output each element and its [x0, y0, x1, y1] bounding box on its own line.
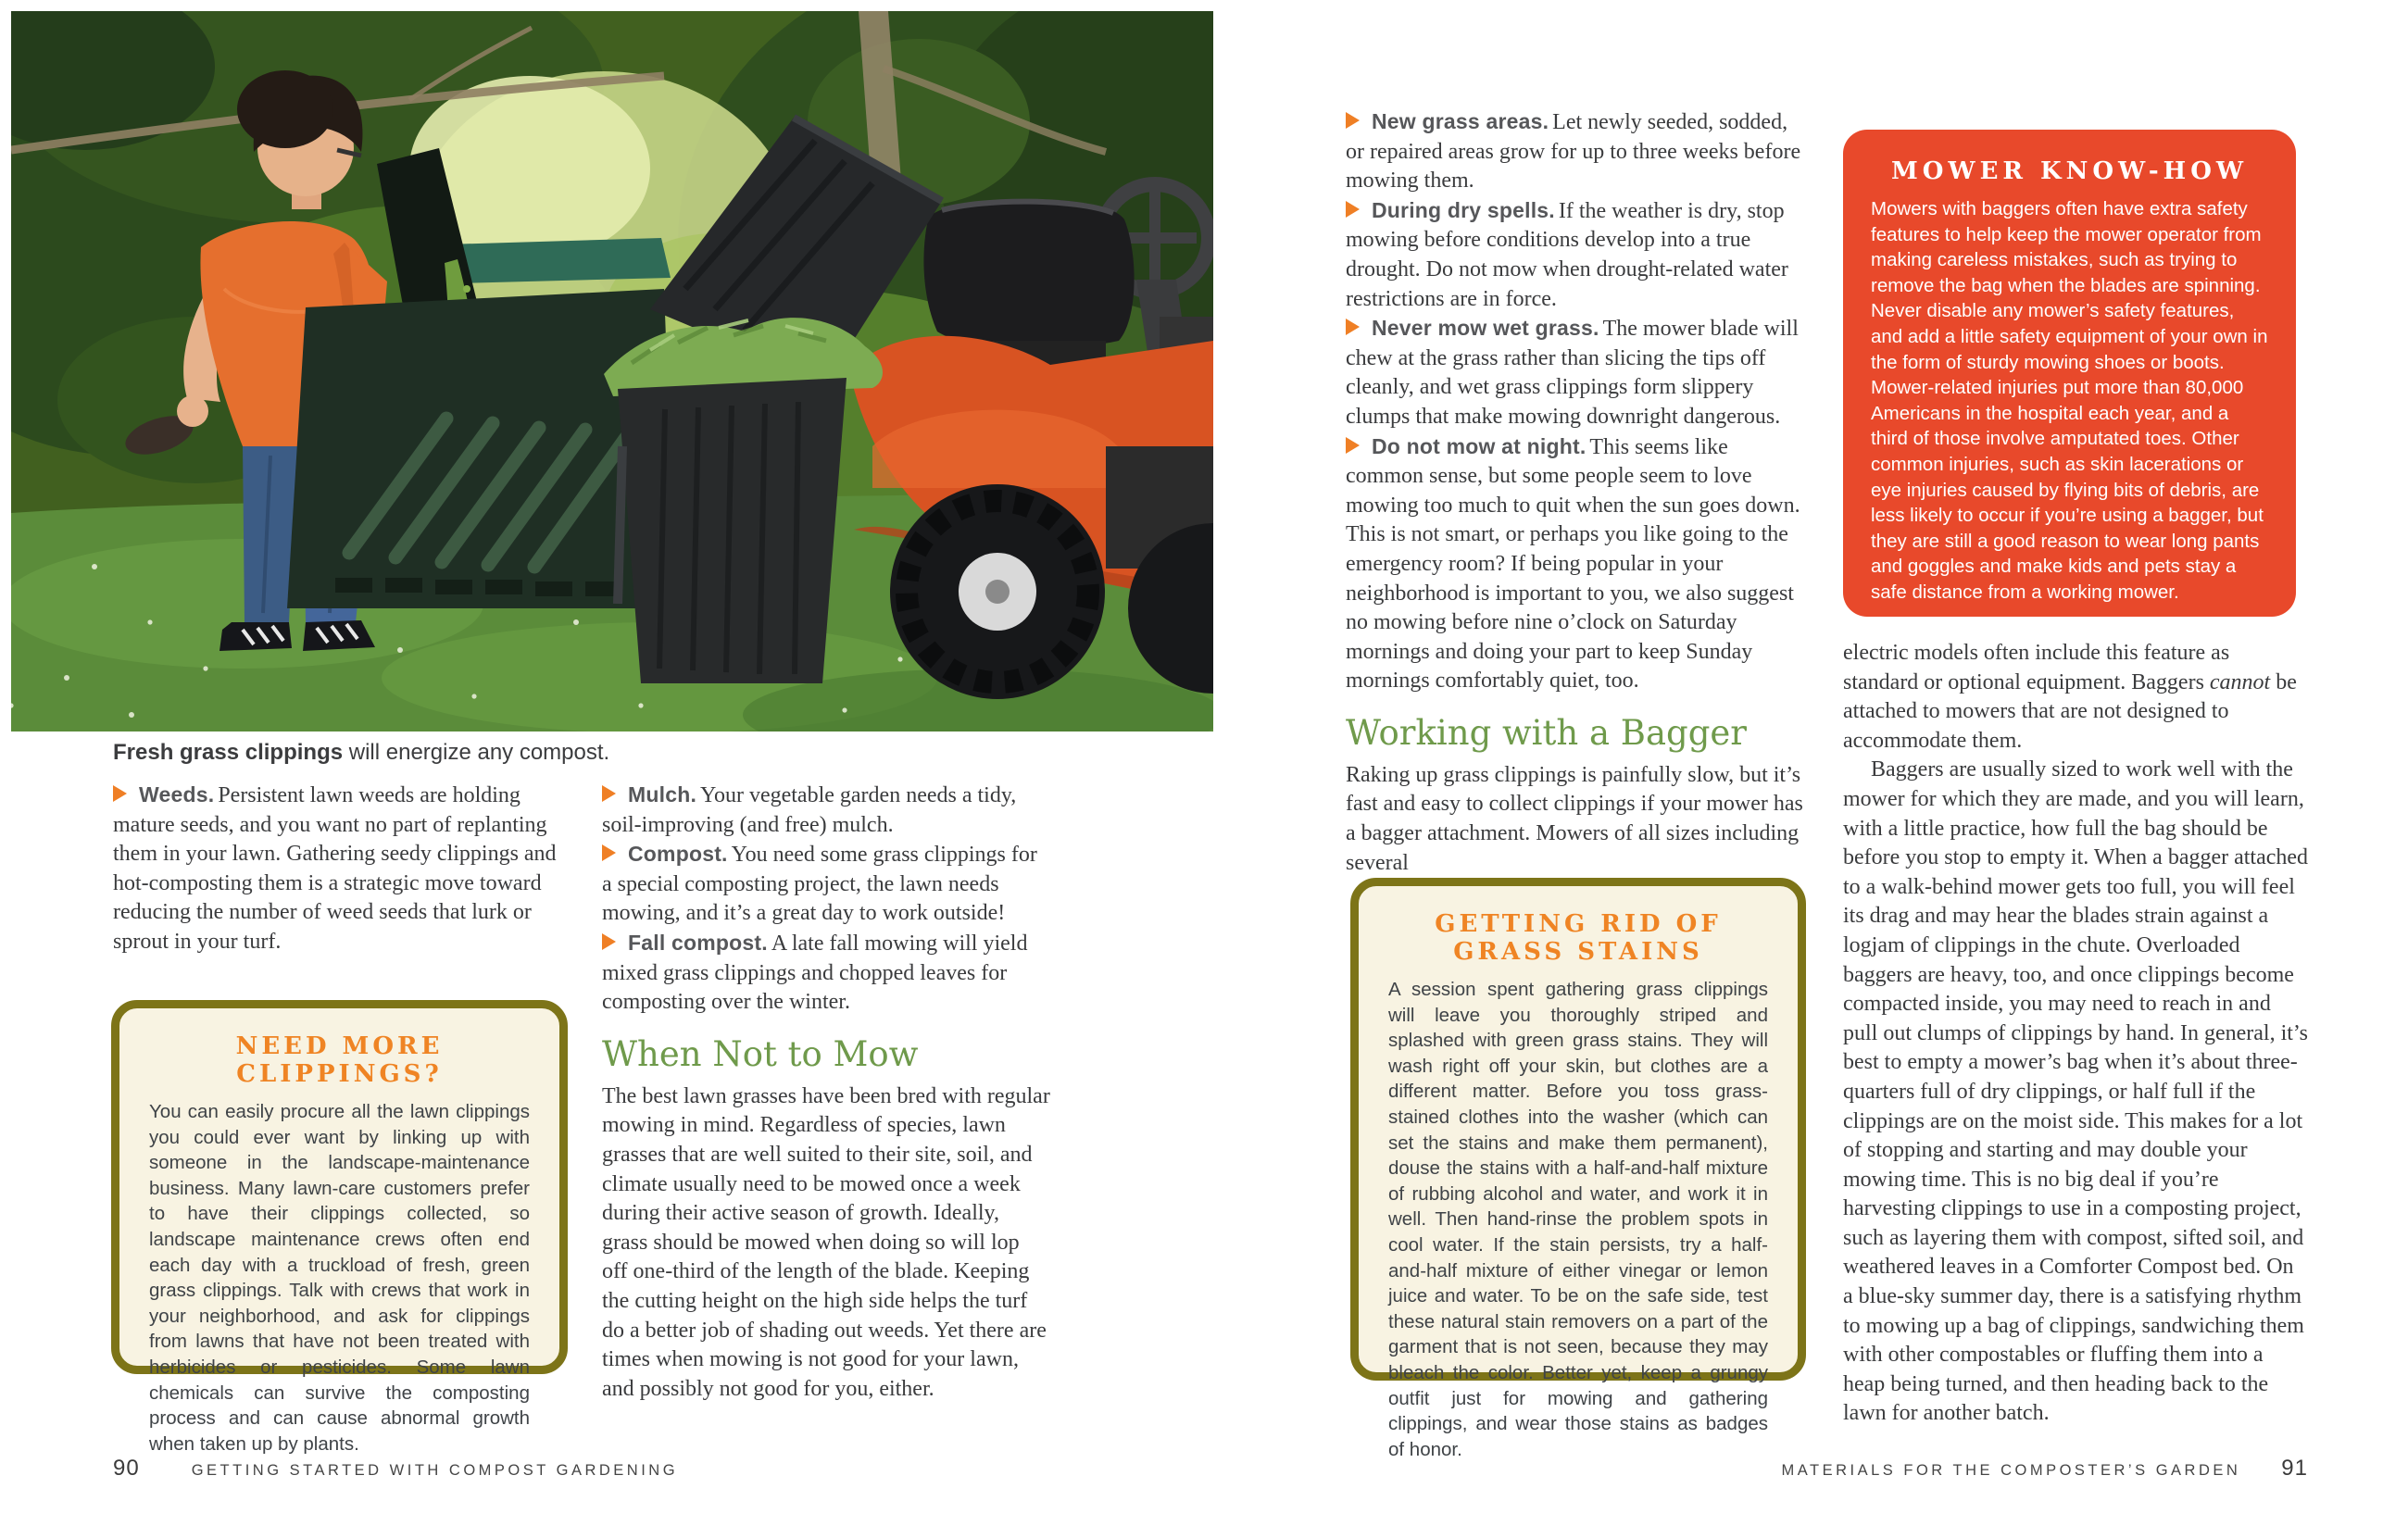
red-box-body: Mowers with baggers often have extra safety features to help keep the mower operator from making careless mistakes, such as trying to remove the bag when the blades are spinning. Never disable any mower’s safety features, and add a little safety equipment of your own in the form of sturdy mowing shoes or boots. Mower-related injuries put more than 80,000 Americans in the hospital each year, and a third of those involve amputated toes. Other common injuries, such as skin lacerations or eye injuries caused by flying bits of debris, are less likely to occur if you’re using a bagger, but they are still a good reason to wear long pants and goggles and make kids and pets stay a safe distance from a working mower. [1871, 198, 2268, 603]
lawn-photo-illustration [11, 11, 1213, 731]
note-box-title: GETTING RID OF GRASS STAINS [1435, 910, 1722, 966]
bullet-lead: During dry spells. [1372, 197, 1555, 222]
bullet-text: A late fall mowing will yield mixed grass clippings and chopped leaves for composting over the winter. [602, 931, 1028, 1015]
lawn-photo [11, 11, 1213, 731]
note-box-body: A session spent gathering grass clippings will leave you thoroughly striped and splashed with green grass stains. They will wash right off your skin, but clothes are a different matter. Before you toss grass-stained clothes into the washer (which can set the stains and make them permanent), douse the stains with a half-and-half mixture of rubbing alcohol and water, and work it in well. Then hand-rinse the problem spots in cool water. If the stain persists, try a half-and-half mixture of either vinegar or lemon juice and water. To be on the safe side, test these natural stain removers on a part of the garment that is not seen, because they may bleach the color. Better yet, keep a grungy outfit just for mowing and gathering clippings, and wear those stains as badges of honor. [1388, 979, 1768, 1460]
left-page-column-2 [602, 781, 1050, 1404]
need-more-clippings-box [111, 1000, 568, 1455]
red-box-title: MOWER KNOW-HOW [1890, 157, 2249, 185]
bullet-arrow-icon [1346, 437, 1360, 454]
bullet-text: You need some grass clippings for a special composting project, the lawn needs mowing, and it’s a great day to work outside! [602, 843, 1037, 926]
bullet-arrow-icon [1346, 112, 1360, 129]
caption-rest: will energize any compost. [343, 740, 610, 765]
bullet-text: Persistent lawn weeds are holding mature seeds, and you want no part of replanting them in your lawn. Gathering seedy clippings and hot-composting them is a strategic move toward reducing the number of weed seeds that lurk or sprout in your turf. [113, 783, 557, 954]
bullet-during-dry-spells [1346, 196, 1803, 314]
bagger-intro-paragraph: Raking up grass clippings is painfully slow, but it’s fast and easy to collect clippings if your mower has a bagger attachment. Mowers of all sizes including several [1346, 762, 1803, 875]
section-heading-working-with-a-bagger: Working with a Bagger [1346, 712, 1747, 753]
bullet-never-mow-wet-grass [1346, 314, 1803, 431]
bullet-compost [602, 840, 1050, 929]
bullet-new-grass-areas [1346, 107, 1803, 196]
bullet-text: The mower blade will chew at the grass rather than slicing the tips off cleanly, and wet grass clippings form slippery clumps that make mowing downright dangerous. [1346, 317, 1799, 429]
bullet-text: Let newly seeded, sodded, or repaired areas grow for up to three weeks before mowing them. [1346, 110, 1801, 194]
right-page-footer [1782, 1456, 2308, 1482]
page-number: 91 [2281, 1456, 2308, 1481]
bullet-lead: Never mow wet grass. [1372, 316, 1599, 341]
para-italic-word: cannot [2209, 669, 2271, 694]
page-number: 90 [113, 1456, 140, 1481]
bullet-weeds [113, 781, 558, 957]
para-text: be attached to mowers that are not designed to accommodate them. [1843, 669, 2297, 753]
running-footer-text: GETTING STARTED WITH COMPOST GARDENING [191, 1462, 679, 1479]
bullet-arrow-icon [113, 785, 127, 802]
bullet-text: This seems like common sense, but some people seem to love mowing too much to quit when the sun goes down. This is not smart, or perhaps you like going to the emergency room? If being popular in your neighborhood is important to you, we also suggest no mowing before nine o’clock on Saturday mornings and doing your part to keep Sunday mornings comfortably quiet, too. [1346, 434, 1800, 694]
bullet-lead: Compost. [628, 842, 728, 867]
right-page-column-1 [1346, 107, 1803, 878]
bullet-lead: New grass areas. [1372, 109, 1549, 133]
grass-stains-box [1350, 878, 1806, 1460]
bullet-arrow-icon [602, 844, 616, 861]
bagger-sizing-paragraph: Baggers are usually sized to work well with the mower for which they are made, and you will learn, with a little practice, how full the bag should be before you stop to empty it. When a bagger attached to a walk-behind mower gets too full, you will feel its drag and may hear the blades strain against a logjam of clippings in the chute. Overloaded baggers are heavy, too, and once clippings become compacted inside, you may need to reach in and pull out clumps of clippings by hand. In general, it’s best to empty a mower’s bag when it’s about three-quarters full of dry clippings, or half full if the clippings are on the moist side. This makes for a lot of stopping and starting and may double your mowing time. This is no big deal if you’re harvesting clippings to use in a composting project, such as layering them with compost, sifted soil, and weathered leaves in a Comforter Compost bed. On a blue-sky summer day, there is a satisfying rhythm to mowing up a bag of clippings, sandwiching them with other compostables or fluffing them into a heap being turned, and then heading back to the lawn for another batch. [1843, 757, 2309, 1426]
photo-caption [113, 740, 1132, 766]
mower-know-how-box [1843, 130, 2296, 617]
note-box-body: You can easily procure all the lawn clippings you could ever want by linking up with someone in the landscape-maintenance business. Many lawn-care customers prefer to have their clippings collected, so landscape maintenance crews often end each day with a truckload of fresh, green grass clippings. Talk with crews that work in your neighborhood, and ask for clippings from lawns that have not been treated with herbicides or pesticides. Some lawn chemicals can survive the composting process and can cause abnormal growth when taken up by plants. [149, 1101, 530, 1455]
bullet-mulch [602, 781, 1050, 840]
caption-bold: Fresh grass clippings [113, 740, 344, 765]
bullet-arrow-icon [1346, 319, 1360, 335]
bullet-lead: Weeds. [139, 782, 215, 807]
bullet-text: If the weather is dry, stop mowing before conditions develop into a true drought. Do not mow when drought-related water restrictions are in force. [1346, 198, 1788, 311]
bullet-lead: Mulch. [628, 782, 697, 807]
right-page-column-2 [1843, 639, 2309, 1429]
bullet-fall-compost [602, 929, 1050, 1018]
running-footer-text: MATERIALS FOR THE COMPOSTER’S GARDEN [1781, 1462, 2241, 1479]
bullet-text: Your vegetable garden needs a tidy, soil-improving (and free) mulch. [602, 783, 1017, 837]
bullet-lead: Do not mow at night. [1372, 433, 1587, 458]
when-not-to-mow-paragraph: The best lawn grasses have been bred with regular mowing in mind. Regardless of species, lawn grasses that are well suited to their site, soil, and climate usually need to be mowed once a week during their active season of growth. Ideally, grass should be mowed when doing so will lop off one-third of the length of the blade. Keeping the cutting height on the high side helps the turf do a better job of shading out weeds. Yet there are times when mowing is not good for your lawn, and possibly not good for you, either. [602, 1083, 1050, 1401]
bullet-do-not-mow-at-night [1346, 432, 1803, 696]
bagger-continued-paragraph [1843, 639, 2309, 756]
para-text: electric models often include this feature as standard or optional equipment. Baggers [1843, 641, 2230, 694]
left-page-column-1 [113, 781, 558, 957]
bullet-lead: Fall compost. [628, 930, 768, 955]
bullet-arrow-icon [602, 785, 616, 802]
note-box-title: NEED MORE CLIPPINGS? [235, 1032, 444, 1088]
bullet-arrow-icon [1346, 201, 1360, 218]
left-page-footer [113, 1456, 678, 1482]
section-heading-when-not-to-mow: When Not to Mow [602, 1033, 919, 1074]
bullet-arrow-icon [602, 933, 616, 950]
